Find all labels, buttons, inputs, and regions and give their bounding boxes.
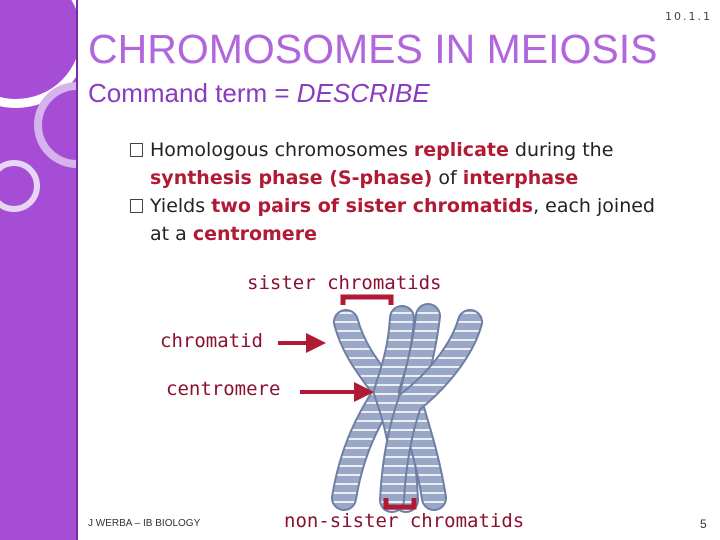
chromatid-arrow	[278, 333, 326, 353]
page-number: 5	[700, 517, 707, 531]
sister-chromatids-bracket	[343, 297, 391, 305]
subtitle-prefix: Command term =	[88, 78, 297, 108]
label-sister-chromatids: sister chromatids	[247, 272, 442, 294]
bullet-line: synthesis phase (S-phase) of interphase	[150, 167, 579, 189]
footer-author: J WERBA – IB BIOLOGY	[88, 518, 201, 529]
bullet-line: Yields two pairs of sister chromatids, each joined	[150, 195, 655, 217]
label-chromatid: chromatid	[160, 330, 263, 352]
bullet-line: Homologous chromosomes replicate during the	[150, 139, 614, 161]
bullet-line: at a centromere	[150, 223, 317, 245]
label-non-sister-chromatids: non-sister chromatids	[284, 510, 525, 532]
slide-title: CHROMOSOMES IN MEIOSIS	[88, 26, 658, 72]
slide-code: 10.1.1	[665, 10, 712, 23]
label-centromere: centromere	[166, 378, 281, 400]
centromere-arrow	[300, 382, 374, 402]
command-term: DESCRIBE	[296, 78, 430, 108]
